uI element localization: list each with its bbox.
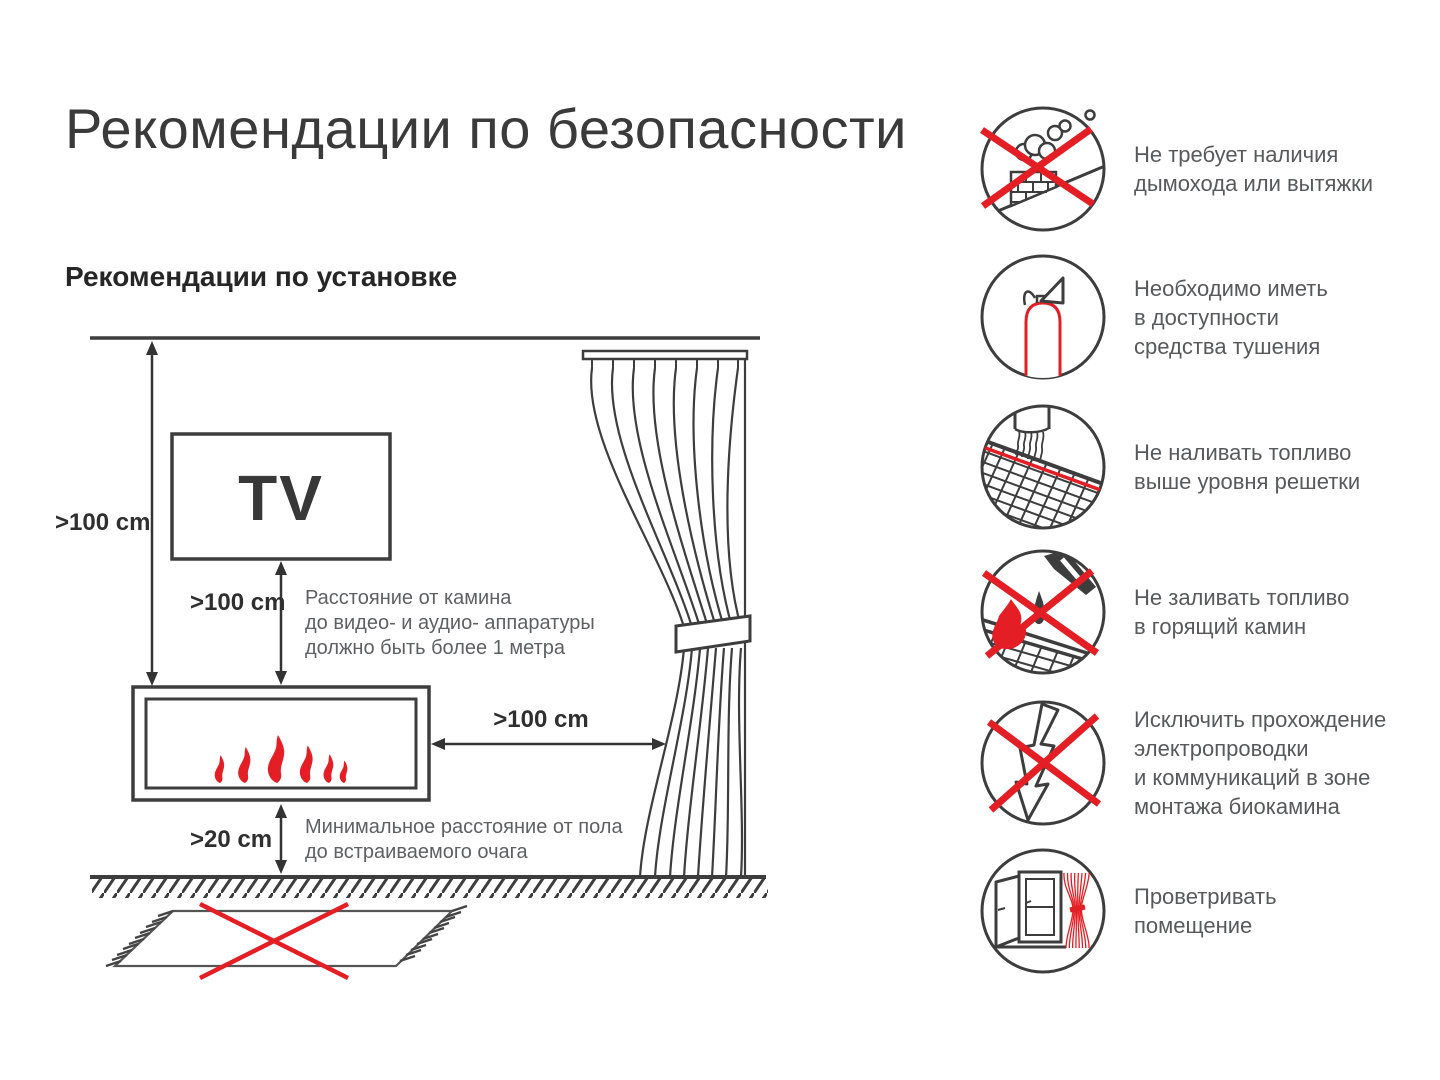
tv-label: TV: [238, 462, 324, 534]
fire-extinguisher-icon: [978, 252, 1108, 382]
no-chimney-icon: [978, 104, 1108, 234]
safety-text: Необходимо иметь в доступности средства тушения: [1134, 275, 1328, 359]
no-refuel-burning-icon: [978, 547, 1108, 677]
curtain-dimension-label: >100 cm: [493, 706, 589, 733]
floor-dimension-label: >20 cm: [190, 826, 273, 853]
no-electrical-icon: [978, 698, 1108, 828]
safety-item-no-electrical: [978, 698, 1438, 828]
window-icon: [996, 872, 1066, 947]
svg-text:до видео- и аудио- аппаратуры: до видео- и аудио- аппаратуры: [305, 612, 595, 634]
safety-text: Исключить прохождение электропроводки и коммуникаций в зоне монтажа биокамина: [1134, 707, 1387, 819]
tv-dimension-label: >100 cm: [190, 589, 286, 616]
fuel-level-icon: [978, 402, 1108, 532]
svg-text:до встраиваемого очага: до встраиваемого очага: [305, 841, 528, 863]
safety-item-extinguisher: [978, 252, 1438, 382]
page-title: Рекомендации по безопасности: [65, 97, 907, 160]
safety-item-no-refuel: [978, 547, 1438, 677]
svg-text:Минимальное расстояние от пола: Минимальное расстояние от пола: [305, 816, 623, 838]
safety-text: Не заливать топливо в горящий камин: [1134, 585, 1350, 639]
safety-text: Не требует наличия дымохода или вытяжки: [1134, 142, 1374, 196]
section-title: Рекомендации по установке: [65, 261, 458, 292]
svg-text:Расстояние от камина: Расстояние от камина: [305, 587, 512, 609]
safety-text: Не наливать топливо выше уровня решетки: [1134, 440, 1361, 494]
safety-item-fuel-level: [978, 402, 1438, 532]
wall-dimension-label: >100 cm: [55, 509, 151, 536]
safety-item-ventilate: [978, 846, 1438, 976]
svg-text:должно быть более 1 метра: должно быть более 1 метра: [305, 637, 565, 659]
safety-text: Проветривать помещение: [1134, 884, 1277, 938]
ventilate-icon: [978, 846, 1108, 976]
safety-item-no-chimney: [978, 104, 1438, 234]
